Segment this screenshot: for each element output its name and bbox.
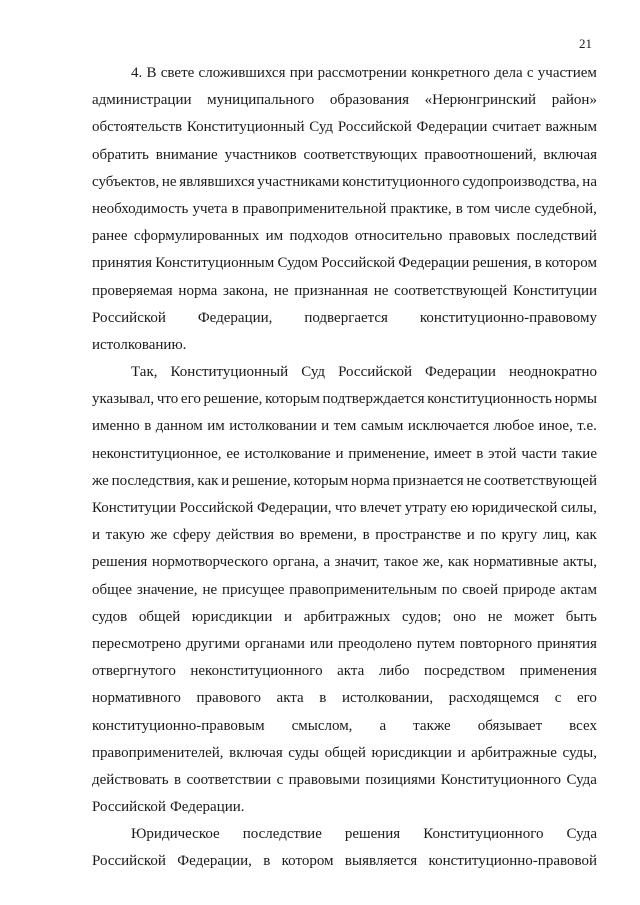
text-line: неконституционное, ее истолкование и применение, имеет в этой части такие — [92, 445, 597, 462]
paragraph — [92, 359, 597, 821]
text-line: Российской Федерации, подвергается конституционно-правовому — [92, 309, 597, 326]
text-line: пересмотрено другими органами или преодолено путем повторного принятия — [92, 635, 597, 652]
text-line: Так, Конституционный Суд Российской Федерации неоднократно — [131, 364, 597, 381]
text-line: и такую же сферу действия во времени, в пространстве и по кругу лиц, как — [92, 527, 597, 544]
text-line: обратить внимание участников соответствующих правоотношений, включая — [92, 146, 597, 163]
text-line: Российской Федерации, в котором выявляется конституционно-правовой — [92, 853, 597, 870]
text-line: Юридическое последствие решения Конституционного Суда — [131, 826, 597, 843]
text-line: администрации муниципального образования «Нерюнгринский район» — [92, 92, 597, 109]
text-line: Конституции Российской Федерации, что влечет утрату ею юридической силы, — [92, 500, 597, 516]
text-line: решения нормотворческого органа, а значит, такое же, как нормативные акты, — [92, 554, 597, 571]
text-line: субъектов, не являвшихся участниками конституционного судопроизводства, на — [92, 173, 597, 190]
text-line: правоприменителей, включая суды общей юрисдикции и арбитражные суды, — [92, 744, 597, 761]
page-number: 21 — [579, 36, 592, 51]
text-line: нормативного правового акта в истолковании, расходящемся с его — [92, 690, 597, 707]
text-line: принятия Конституционным Судом Российской Федерации решения, в котором — [92, 255, 597, 272]
text-line: судов общей юрисдикции и арбитражных судов; оно не может быть — [92, 608, 597, 625]
text-line: же последствия, как и решение, которым норма признается не соответствующей — [92, 472, 597, 489]
paragraph — [92, 60, 597, 359]
text-line: общее значение, не присущее правоприменительным по своей природе актам — [92, 581, 597, 598]
text-line: истолкованию. — [92, 336, 187, 353]
paragraph — [92, 821, 597, 875]
text-line: 4. В свете сложившихся при рассмотрении конкретного дела с участием — [131, 65, 597, 81]
text-line: отвергнутого неконституционного акта либо посредством применения — [92, 663, 597, 680]
text-line: необходимость учета в правоприменительной практике, в том числе судебной, — [92, 200, 597, 217]
text-line: действовать в соответствии с правовыми позициями Конституционного Суда — [92, 771, 597, 788]
text-line: именно в данном им истолковании и тем самым исключается любое иное, т.е. — [92, 418, 597, 435]
text-line: проверяемая норма закона, не признанная не соответствующей Конституции — [92, 282, 597, 299]
text-line: ранее сформулированных им подходов относительно правовых последствий — [92, 228, 597, 245]
text-line: указывал, что его решение, которым подтверждается конституционность нормы — [92, 391, 597, 408]
text-line: Российской Федерации. — [92, 799, 245, 816]
body-text — [92, 60, 597, 876]
text-line: конституционно-правовым смыслом, а также обязывает всех — [92, 717, 597, 734]
text-line: обстоятельств Конституционный Суд Российской Федерации считает важным — [92, 119, 597, 136]
